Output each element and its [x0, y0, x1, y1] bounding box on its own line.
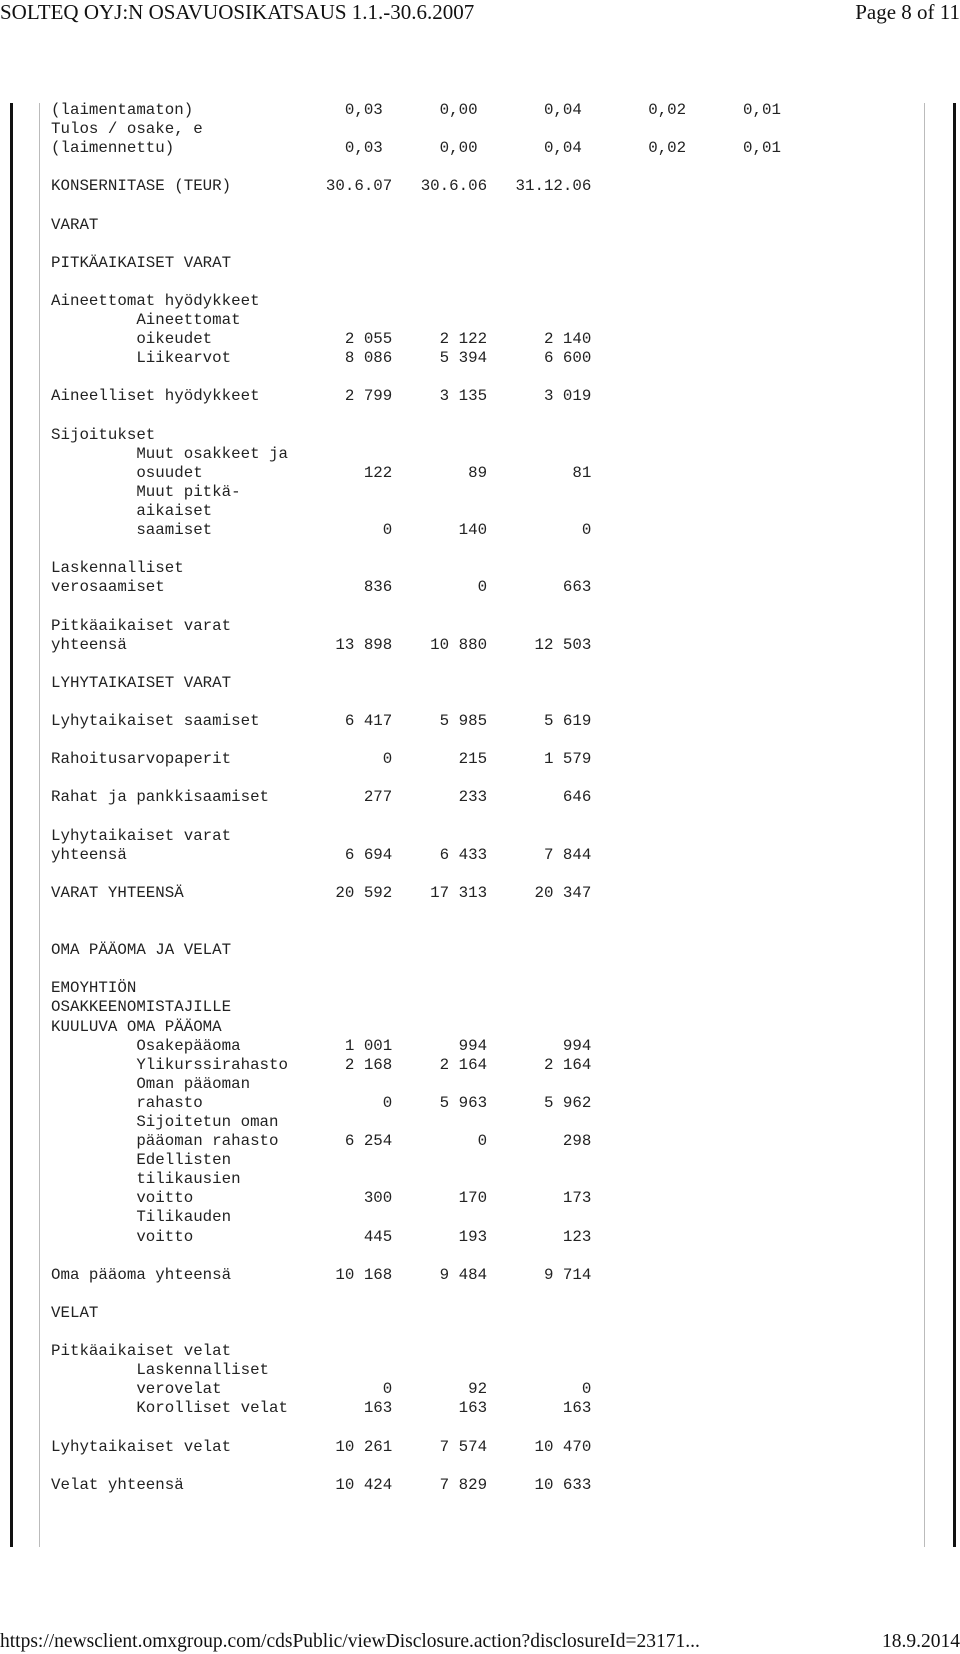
report-line: Korolliset velat 163 163 163 — [51, 1399, 592, 1418]
report-line: (laimentamaton) 0,03 0,00 0,04 0,02 0,01 — [51, 101, 781, 119]
report-line: PITKÄAIKAISET VARAT — [51, 253, 232, 272]
frame-border-right-inner — [924, 103, 925, 1547]
report-line: (laimennettu) 0,03 0,00 0,04 0,02 0,01 — [51, 139, 781, 158]
report-line: Laskennalliset — [51, 1361, 270, 1380]
report-line: Pitkäaikaiset varat — [51, 616, 232, 635]
report-line: Sijoitetun oman — [51, 1112, 279, 1131]
report-line: Tilikauden — [51, 1208, 232, 1227]
report-line: Lyhytaikaiset saamiset 6 417 5 985 5 619 — [51, 712, 592, 730]
report-line — [51, 1247, 781, 1266]
frame-border-left-outer — [10, 103, 13, 1547]
report-line: Oman pääoman — [51, 1074, 251, 1093]
report-line — [51, 769, 781, 788]
report-line: rahasto 0 5 963 5 962 — [51, 1093, 592, 1112]
report-line: Laskennalliset — [51, 559, 184, 578]
report-line: saamiset 0 140 0 — [51, 521, 592, 540]
report-line — [51, 158, 781, 177]
report-line — [51, 407, 781, 426]
report-line: Edellisten — [51, 1151, 232, 1170]
report-line — [51, 1323, 781, 1342]
report-line: Rahat ja pankkisaamiset 277 233 646 — [51, 788, 592, 807]
report-line: Aineettomat — [51, 311, 241, 330]
report-line — [51, 368, 781, 387]
frame-border-right-outer — [953, 103, 956, 1547]
report-line — [51, 235, 781, 254]
report-line — [51, 196, 781, 215]
report-line — [51, 1457, 781, 1476]
page-header-title: SOLTEQ OYJ:N OSAVUOSIKATSAUS 1.1.-30.6.2007 — [0, 0, 475, 24]
report-line: OSAKKEENOMISTAJILLE — [51, 998, 232, 1017]
report-line: oikeudet 2 055 2 122 2 140 — [51, 330, 592, 349]
report-line: VELAT — [51, 1303, 99, 1322]
report-line: OMA PÄÄOMA JA VELAT — [51, 941, 232, 960]
report-line — [51, 1285, 781, 1304]
report-line: verovelat 0 92 0 — [51, 1380, 592, 1399]
report-line: yhteensä 6 694 6 433 7 844 — [51, 845, 592, 864]
report-line — [51, 1418, 781, 1437]
report-line: osuudet 122 89 81 — [51, 463, 592, 482]
report-line: Sijoitukset — [51, 425, 156, 444]
report-line: Muut osakkeet ja — [51, 444, 288, 463]
frame-border-left-inner — [39, 103, 40, 1547]
report-line: Ylikurssirahasto 2 168 2 164 2 164 — [51, 1055, 592, 1074]
report-line: KUULUVA OMA PÄÄOMA — [51, 1017, 222, 1036]
report-line — [51, 922, 781, 941]
report-line: Aineettomat hyödykkeet — [51, 291, 260, 310]
report-line: Osakepääoma 1 001 994 994 — [51, 1036, 592, 1055]
report-line: LYHYTAIKAISET VARAT — [51, 673, 232, 692]
report-line: Pitkäaikaiset velat — [51, 1342, 232, 1361]
report-line: KONSERNITASE (TEUR) 30.6.07 30.6.06 31.12.06 — [51, 177, 592, 196]
report-line — [51, 273, 781, 292]
report-line: Tulos / osake, e — [51, 120, 203, 139]
report-line — [51, 655, 781, 674]
report-line: Lyhytaikaiset varat — [51, 826, 232, 845]
report-line: pääoman rahasto 6 254 0 298 — [51, 1132, 592, 1151]
report-line: Liikearvot 8 086 5 394 6 600 — [51, 349, 592, 368]
footer-url: https://newsclient.omxgroup.com/cdsPublic/viewDisclosure.action?disclosureId=23171... — [0, 1631, 700, 1652]
report-line: VARAT YHTEENSÄ 20 592 17 313 20 347 — [51, 883, 592, 902]
footer-date: 18.9.2014 — [882, 1631, 960, 1652]
report-line: voitto 300 170 173 — [51, 1189, 592, 1208]
report-line — [51, 960, 781, 979]
report-line: verosaamiset 836 0 663 — [51, 578, 592, 597]
report-line: Aineelliset hyödykkeet 2 799 3 135 3 019 — [51, 387, 592, 406]
report-line — [51, 731, 781, 750]
report-line — [51, 903, 781, 922]
report-line: voitto 445 193 123 — [51, 1227, 592, 1246]
balance-sheet-report — [51, 101, 781, 1495]
report-line — [51, 693, 781, 712]
report-line: Lyhytaikaiset velat 10 261 7 574 10 470 — [51, 1437, 592, 1456]
report-line: VARAT — [51, 215, 99, 234]
report-line — [51, 865, 781, 884]
report-line: yhteensä 13 898 10 880 12 503 — [51, 635, 592, 654]
report-line: Oma pääoma yhteensä 10 168 9 484 9 714 — [51, 1265, 592, 1284]
report-line: aikaiset — [51, 501, 213, 520]
report-line: Rahoitusarvopaperit 0 215 1 579 — [51, 750, 592, 769]
report-line: Velat yhteensä 10 424 7 829 10 633 — [51, 1475, 592, 1494]
report-line: Muut pitkä- — [51, 482, 241, 501]
report-line — [51, 807, 781, 826]
page-number: Page 8 of 11 — [855, 0, 960, 24]
report-line — [51, 597, 781, 616]
report-line — [51, 540, 781, 559]
report-line: EMOYHTIÖN — [51, 979, 137, 998]
report-line: tilikausien — [51, 1170, 241, 1189]
